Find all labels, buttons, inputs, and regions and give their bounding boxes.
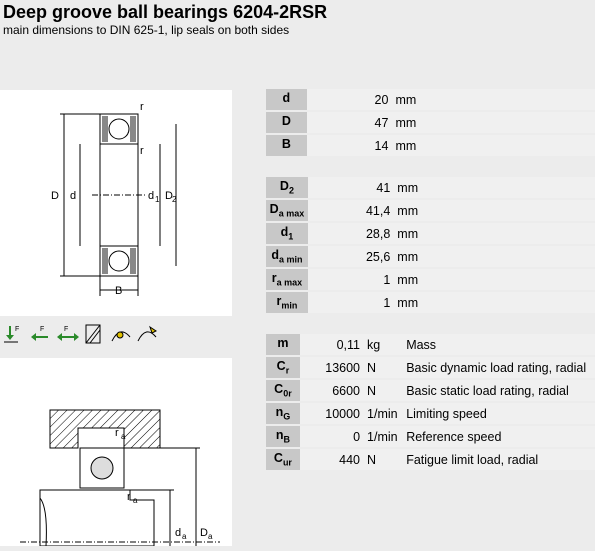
table-row: m 0,11 kg Mass xyxy=(266,334,595,356)
label-D2-sub: 2 xyxy=(172,195,177,204)
bidirectional-axial-load-icon xyxy=(57,326,79,341)
table-row: $C_r$ 13600 N Basic dynamic load rating, radial xyxy=(266,356,595,379)
table-row: $C_{ur}$ 440 N Fatigue limit load, radial xyxy=(266,448,595,471)
axial-load-icon xyxy=(31,326,48,341)
label-D: D xyxy=(51,190,59,202)
label-ra-bottom: r xyxy=(127,491,131,503)
page-title: Deep groove ball bearings 6204-2RSR xyxy=(3,2,328,22)
abutment-dimensions-table xyxy=(266,177,595,315)
table-row: $r_{min}$ 1 mm xyxy=(266,291,595,314)
svg-text:F: F xyxy=(64,326,69,333)
table-row: $n_G$ 10000 1/min Limiting speed xyxy=(266,402,595,425)
svg-text:a: a xyxy=(208,532,213,541)
mounting-dimension-drawing xyxy=(0,358,232,546)
svg-text:F: F xyxy=(40,326,45,333)
table-row: $D_2$ 41 mm xyxy=(266,177,595,199)
table-row: $d_1$ 28,8 mm xyxy=(266,222,595,245)
svg-text:F: F xyxy=(15,326,20,333)
table-row: B 14 mm xyxy=(266,134,595,157)
label-d1-sub: 1 xyxy=(155,195,160,204)
label-D2: D xyxy=(165,190,173,202)
label-r-top: r xyxy=(140,101,144,113)
label-Da: D xyxy=(200,527,208,539)
table-row: D 47 mm xyxy=(266,111,595,134)
label-d: d xyxy=(70,190,77,202)
properties-table xyxy=(266,334,595,472)
table-row: d 20 mm xyxy=(266,89,595,111)
page-subtitle: main dimensions to DIN 625-1, lip seals on both sides xyxy=(3,23,290,37)
svg-text:a: a xyxy=(182,532,187,541)
table-row: $D_{a max}$ 41,4 mm xyxy=(266,199,595,222)
table-row: $d_{a min}$ 25,6 mm xyxy=(266,245,595,268)
svg-text:a: a xyxy=(121,432,126,441)
label-B: B xyxy=(115,285,123,297)
radial-load-icon xyxy=(4,326,19,342)
main-dimensions-table xyxy=(266,89,595,158)
table-row: $r_{a max}$ 1 mm xyxy=(266,268,595,291)
label-r-inner: r xyxy=(140,145,144,157)
label-d1: d xyxy=(148,190,155,202)
label-ra-top: r xyxy=(115,427,119,439)
bearing-property-icons xyxy=(4,323,164,345)
table-row: $C_{0r}$ 6600 N Basic static load rating, radial xyxy=(266,379,595,402)
speed-icon xyxy=(138,327,156,341)
label-da: d xyxy=(175,527,182,539)
seal-icon xyxy=(112,332,130,341)
misalignment-icon xyxy=(86,325,100,343)
table-row: $n_B$ 0 1/min Reference speed xyxy=(266,425,595,448)
svg-text:a: a xyxy=(133,496,138,505)
bearing-dimension-drawing xyxy=(0,90,232,316)
